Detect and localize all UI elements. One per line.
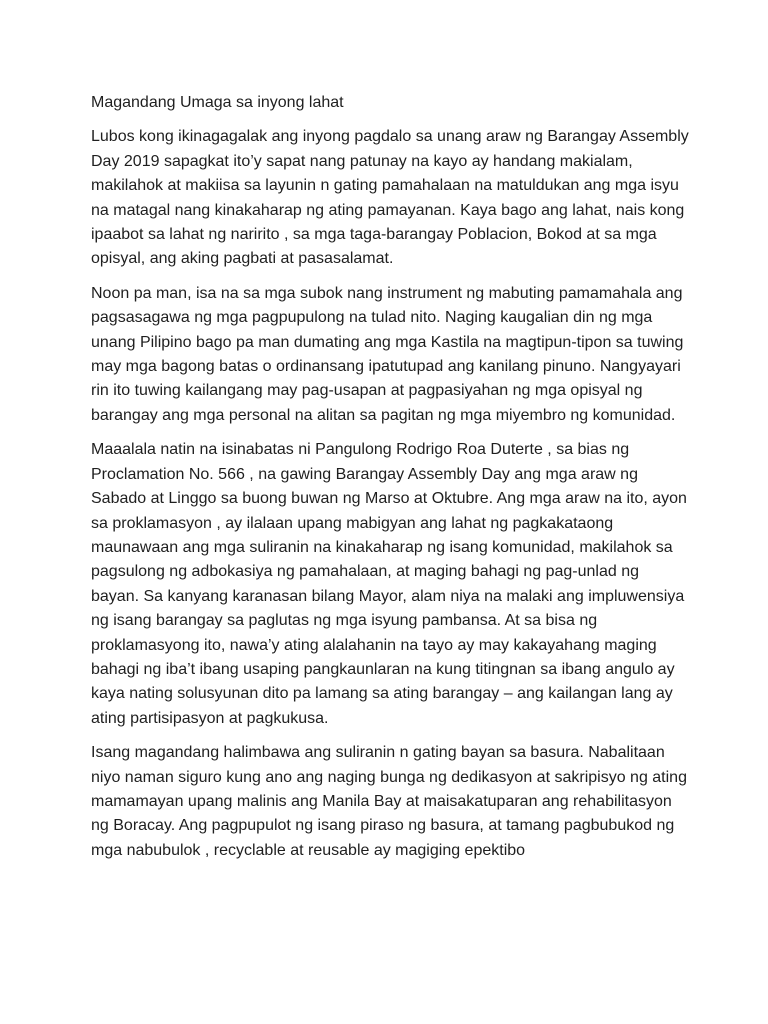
paragraph-3: Maaalala natin na isinabatas ni Pangulong Rodrigo Roa Duterte , sa bias ng Proclamation No. 566 , na gawing Barangay Assembly Day ang mga araw ng Sabado at Linggo sa buong buwan ng Marso at Oktubre. Ang mga araw na ito, ayon sa proklamasyon , ay ilalaan upang mabigyan ang lahat ng pagkakataong maunawaan ang mga suliranin na kinakaharap ng isang komunidad, makilahok sa pagsulong ng adbokasiya ng pamahalaan, at maging bahagi ng pag-unlad ng bayan. Sa kanyang karanasan bilang Mayor, alam niya na malaki ang impluwensiya ng isang barangay sa paglutas ng mga isyung pambansa. At sa bisa ng proklamasyong ito, nawa’y ating alalahanin na tayo ay may kakayahang maging bahagi ng iba’t ibang usaping pangkaunlaran na kung titingnan sa ibang angulo ay kaya nating solusyunan dito pa lamang sa ating barangay – ang kailangan lang ay ating partisipasyon at pagkukusa. xyxy=(91,441,687,727)
paragraph-2: Noon pa man, isa na sa mga subok nang instrument ng mabuting pamamahala ang pagsasagawa ng mga pagpupulong na tulad nito. Naging kaugalian din ng mga unang Pilipino bago pa man dumating ang mga Kastila na magtipun-tipon sa tuwing may mga bagong batas o ordinansang ipatutupad ang kanilang pinuno. Nangyayari rin ito tuwing kailangang may pag-usapan at pagpasiyahan ng mga opisyal ng barangay ang mga personal na alitan sa pagitan ng mga miyembro ng komunidad. xyxy=(91,284,684,424)
document-page xyxy=(91,91,691,873)
paragraph-1: Lubos kong ikinagagalak ang inyong pagdalo sa unang araw ng Barangay Assembly Day 2019 sapagkat ito’y sapat nang patunay na kayo ay handang makialam, makilahok at makiisa sa layunin n gating pamahalaan na matuldukan ang mga isyu na matagal nang kinakaharap ng ating pamayanan. Kaya bago ang lahat, nais kong ipaabot sa lahat ng naririto , sa mga taga-barangay Poblacion, Bokod at sa mga opisyal, ang aking pagbati at pasasalamat. xyxy=(91,128,689,268)
greeting: Magandang Umaga sa inyong lahat xyxy=(91,94,344,111)
paragraph-4: Isang magandang halimbawa ang suliranin n gating bayan sa basura. Nabalitaan niyo naman siguro kung ano ang naging bunga ng dedikasyon at sakripisyo ng ating mamamayan upang malinis ang Manila Bay at maisakatuparan ang rehabilitasyon ng Boracay. Ang pagpupulot ng isang piraso ng basura, at tamang pagbubukod ng mga nabubulok , recyclable at reusable ay magiging epektibo xyxy=(91,744,687,859)
